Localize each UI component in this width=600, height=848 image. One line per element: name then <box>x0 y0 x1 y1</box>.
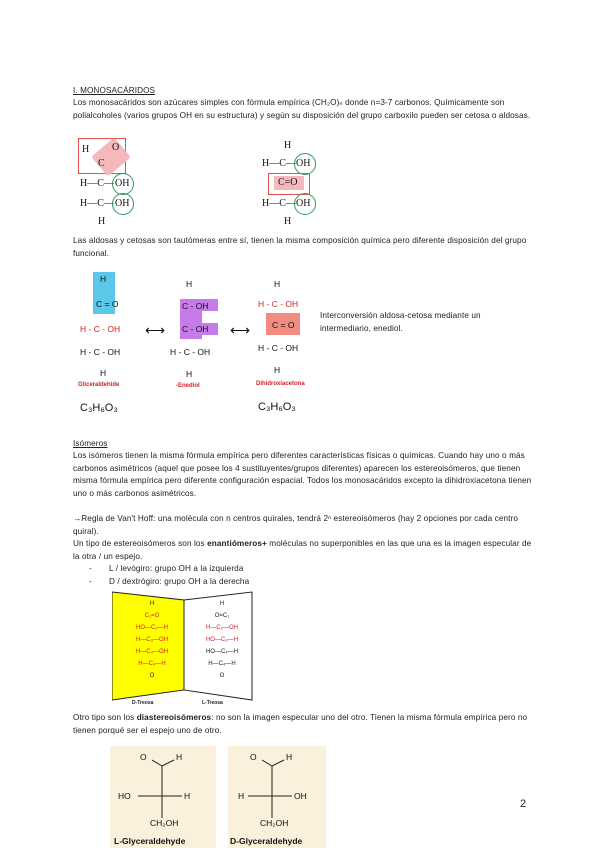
ketose-row1: H—C— <box>262 158 296 169</box>
aldose-h: H <box>82 144 90 155</box>
d-row-2: HO—C₂—H <box>136 625 168 631</box>
dha-hcoh-top: H - C - OH <box>258 299 299 309</box>
d-row-0: H <box>149 601 155 607</box>
l-row-3: HO—C₃—H <box>205 637 239 643</box>
gly-formula: C₃H₆O₃ <box>80 402 118 414</box>
aldose-o: O <box>112 142 120 153</box>
aldose-row3: H—C— <box>80 198 114 209</box>
page-number: 2 <box>520 798 527 810</box>
ketose-structure <box>262 140 332 230</box>
ened-hcoh: H - C - OH <box>170 347 211 357</box>
l-ho: HO <box>118 791 131 801</box>
arrow-2: ⟷ <box>230 322 251 338</box>
d-glyceraldehyde-figure <box>228 746 326 848</box>
l-row-4: HO—C₄—H <box>205 649 239 655</box>
l-cho-h: H <box>176 752 183 762</box>
ketose-top-h: H <box>284 140 292 151</box>
d-oh: OH <box>294 791 307 801</box>
aldose-structure <box>78 138 148 228</box>
d-cho-o: O <box>250 752 257 762</box>
dha-h-bot: H <box>274 365 281 375</box>
mirror-figure <box>112 590 267 708</box>
l-row-6: O <box>219 673 225 679</box>
aldose-c: C <box>98 158 105 169</box>
l-label: L-Glyceraldehyde <box>114 836 186 846</box>
enantiomer-list <box>73 563 533 588</box>
ened-coh-2: C - OH <box>182 324 209 334</box>
list-item-l: - L / levógiro: grupo OH a la izquierda <box>73 563 533 576</box>
dihydroxyacetone-structure <box>256 277 336 417</box>
paragraph-enantiomers: Un tipo de estereoisómeros son los enantiómeros+ moléculas no superponibles en las que una es la imagen especular de la otra / un espejo. <box>73 539 532 561</box>
d-row-4: H—C₄—OH <box>135 649 169 655</box>
section-heading-monosacaridos: I. MONOSACÁRIDOS <box>73 86 156 95</box>
l-row-2: H—C₂—OH <box>206 625 238 631</box>
gly-h-bot: H <box>100 368 107 378</box>
ketose-bottom-h: H <box>284 216 292 227</box>
l-cho-o: O <box>140 752 147 762</box>
paragraph-diastereomers: Otro tipo son los diastereoisómeros: no son la imagen especular uno del otro. Tienen la misma fórmula empírica pero no tienen porqué ser el espejo uno de otro. <box>73 713 528 735</box>
glyceraldehyde-structure <box>78 272 158 412</box>
arrow-1: ⟷ <box>145 322 166 338</box>
interconversion-note: Interconversión aldosa-cetosa mediante un intermediario, enediol. <box>320 311 481 333</box>
d-row-6: O <box>149 673 155 679</box>
dha-hcoh-bot: H - C - OH <box>258 343 299 353</box>
aldose-row2: H—C— <box>80 178 114 189</box>
paragraph-intro: Los monosacáridos son azúcares simples con fórmula empírica (CH₂O)ₙ donde n=3-7 carbonos. Químicamente son polialcoholes (varios grupos OH en su estructura) y según su disposición del grupo carboxilo pueden ser cetosa o aldosas. <box>73 98 531 120</box>
d-row-3: H—C₃—OH <box>135 637 169 643</box>
d-label: D-Glyceraldehyde <box>230 836 303 846</box>
dha-label: Dihidroxiacetona <box>256 381 305 387</box>
l-row-1: O=C₁ <box>214 613 230 619</box>
ened-h-top: H <box>186 279 193 289</box>
gly-cho: C = O <box>96 299 119 309</box>
dha-keto: C = O <box>272 320 295 330</box>
d-h: H <box>238 791 245 801</box>
l-h: H <box>184 791 191 801</box>
ened-h-bot: H <box>186 369 193 379</box>
section-heading-isomeros: Isómeros <box>73 439 108 448</box>
l-glyceraldehyde-figure <box>110 746 216 848</box>
d-ch2oh: CH₂OH <box>260 818 289 828</box>
list-item-d: - D / dextrógiro: grupo OH a la derecha <box>73 576 533 589</box>
d-label: D-Treosa <box>132 700 154 706</box>
l-row-0: H <box>219 601 225 607</box>
gly-hcoh: H - C - OH <box>80 324 121 334</box>
d-row-1: C₁=O <box>144 613 160 619</box>
l-row-5: H—C₄—H <box>208 661 236 667</box>
l-ch2oh: CH₂OH <box>150 818 179 828</box>
paragraph-isomers: Los isómeros tienen la misma fórmula empírica pero diferentes características físicas o químicas. Cuando hay uno o más carbonos asimétricos (aquel que posee los 4 sustituyentes/grupos diferentes) aparecen los estereoisómeros, que tienen misma fórmula empírica pero diferente configuración espacial. Todos los monosacáridos excepto la dihidroxiacetona tienen uno o más carbonos asimétricos. <box>73 451 532 498</box>
dha-h-top: H <box>274 279 281 289</box>
ketose-row3: H—C— <box>262 198 296 209</box>
ened-coh-1: C - OH <box>182 301 209 311</box>
gly-ch2oh: H - C - OH <box>80 347 121 357</box>
ketose-keto: C=O <box>278 177 298 188</box>
gly-h-top: H <box>100 274 107 284</box>
l-label: L-Treosa <box>202 700 223 706</box>
aldose-oh-2: OH <box>115 198 130 209</box>
dha-formula: C₃H₆O₃ <box>258 401 296 413</box>
paragraph-vant-hoff: →Regla de Van't Hoff: una molécula con n centros quirales, tendrá 2ⁿ estereoisómeros (hay 2 opciones por cada centro quiral). <box>73 514 519 536</box>
paragraph-tautomers: Las aldosas y cetosas son tautómeras entre sí, tienen la misma composición química pero diferente disposición del grupo funcional. <box>73 236 527 258</box>
aldose-oh-1: OH <box>115 178 130 189</box>
d-row-5: H—C₄—H <box>138 661 166 667</box>
gly-label: Gliceraldehide <box>78 382 120 388</box>
aldose-bottom-h: H <box>98 216 106 227</box>
ketose-oh-1: OH <box>296 158 311 169</box>
ened-label: -Enediol <box>176 383 200 389</box>
ketose-oh-2: OH <box>296 198 311 209</box>
d-cho-h: H <box>286 752 293 762</box>
